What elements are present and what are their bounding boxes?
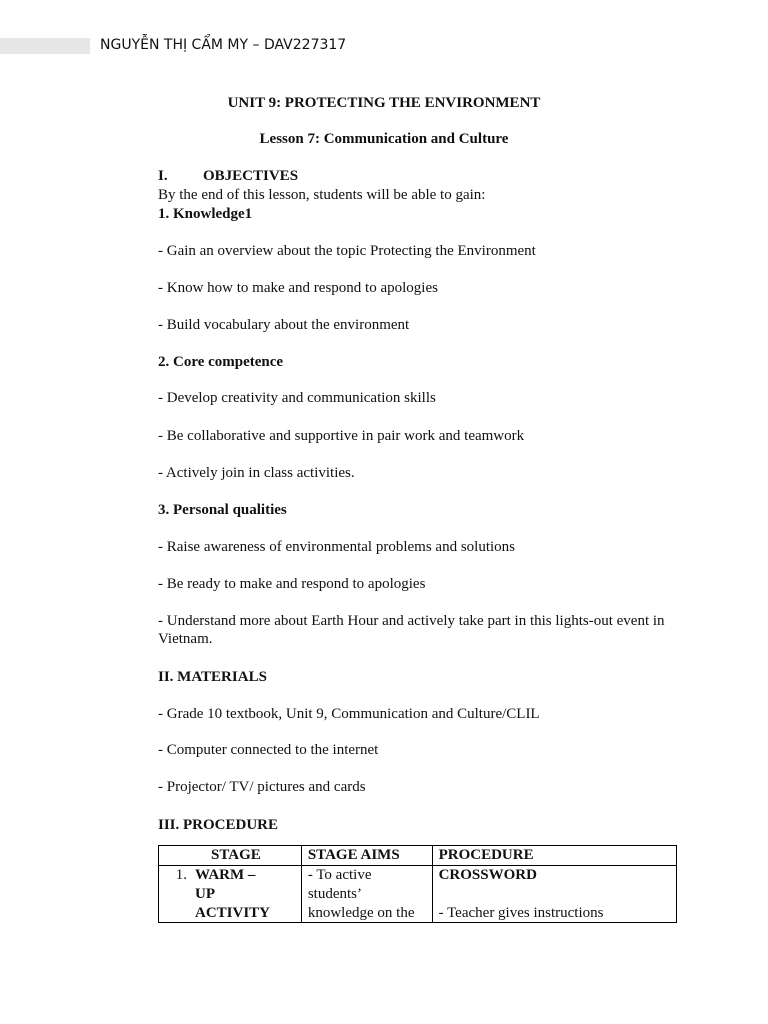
- personal-item: - Raise awareness of environmental problems and solutions: [158, 539, 515, 555]
- personal-item: - Be ready to make and respond to apologies: [158, 576, 426, 592]
- knowledge-item: - Build vocabulary about the environment: [158, 317, 410, 333]
- knowledge-heading: 1. Knowledge1: [158, 206, 253, 222]
- objectives-number: I.: [158, 168, 168, 184]
- header-procedure: PROCEDURE: [432, 846, 676, 866]
- procedure-text: - Teacher gives instructions: [438, 905, 604, 921]
- personal-item: - Understand more about Earth Hour and actively take part in this lights-out event in Vietnam.: [158, 613, 665, 647]
- knowledge-item: - Gain an overview about the topic Protecting the Environment: [158, 243, 536, 259]
- header-stage: STAGE: [159, 846, 302, 866]
- procedure-title: CROSSWORD: [438, 867, 537, 883]
- header-shade-bar: [0, 38, 90, 54]
- header-stage-aims: STAGE AIMS: [301, 846, 432, 866]
- procedure-cell: [432, 866, 676, 923]
- core-item: - Develop creativity and communication skills: [158, 390, 436, 406]
- materials-item: - Grade 10 textbook, Unit 9, Communication and Culture/CLIL: [158, 706, 540, 722]
- core-item: - Be collaborative and supportive in pair work and teamwork: [158, 428, 525, 444]
- objectives-heading: OBJECTIVES: [203, 168, 299, 184]
- objectives-intro: By the end of this lesson, students will be able to gain:: [158, 187, 486, 203]
- procedure-heading: III. PROCEDURE: [158, 817, 279, 833]
- stage-aims-text: - To active students’ knowledge on the: [307, 867, 415, 921]
- materials-item: - Computer connected to the internet: [158, 742, 379, 758]
- table-header-row: [159, 846, 677, 866]
- materials-heading: II. MATERIALS: [158, 669, 267, 685]
- stage-name: WARM – UP ACTIVITY: [195, 867, 271, 921]
- table-row: [159, 866, 677, 923]
- unit-title: UNIT 9: PROTECTING THE ENVIRONMENT: [227, 95, 541, 111]
- materials-item: - Projector/ TV/ pictures and cards: [158, 779, 366, 795]
- stage-aims-cell: [301, 866, 432, 923]
- procedure-table: [158, 845, 677, 923]
- stage-cell: [159, 866, 302, 923]
- stage-number: 1.: [175, 867, 187, 883]
- core-competence-heading: 2. Core competence: [158, 354, 284, 370]
- lesson-title: Lesson 7: Communication and Culture: [259, 131, 509, 147]
- author-header: NGUYỄN THỊ CẨM MY – DAV227317: [100, 37, 347, 53]
- knowledge-item: - Know how to make and respond to apologies: [158, 280, 438, 296]
- personal-qualities-heading: 3. Personal qualities: [158, 502, 287, 518]
- core-item: - Actively join in class activities.: [158, 465, 355, 481]
